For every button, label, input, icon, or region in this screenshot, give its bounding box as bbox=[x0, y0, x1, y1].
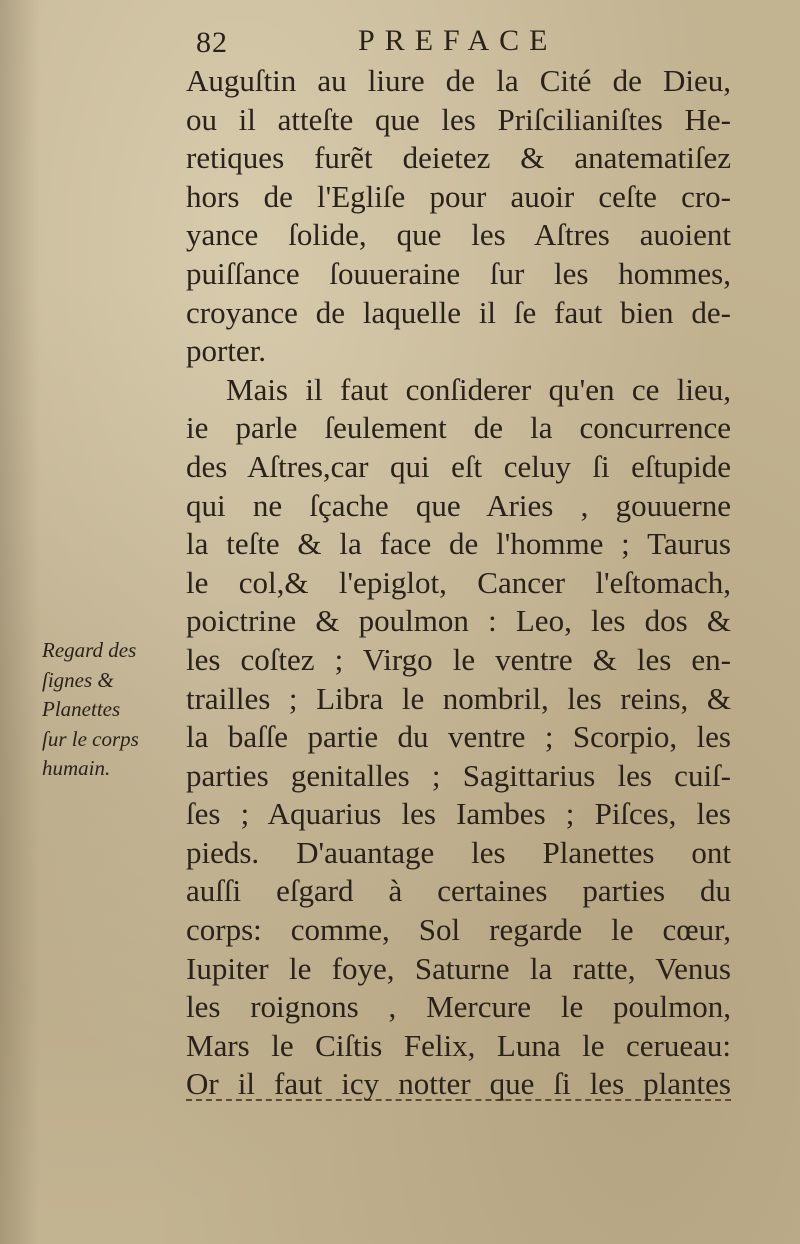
text-line: porter. bbox=[186, 333, 267, 369]
page-gutter-shadow bbox=[0, 0, 40, 1244]
text-line: pieds. D'auantage les Planettes ont bbox=[186, 834, 731, 870]
text-line: auſſi eſgard à certaines parties du bbox=[186, 873, 731, 909]
text-line: Mais il faut conſiderer qu'en ce lieu, bbox=[226, 371, 731, 407]
text-line: retiques furẽt deietez & anatematiſez bbox=[186, 140, 731, 176]
running-head bbox=[190, 22, 730, 62]
text-line: ou il atteſte que les Priſcilianiſtes He- bbox=[186, 101, 731, 137]
text-line: Mars le Ciſtis Felix, Luna le cerueau: bbox=[186, 1027, 731, 1063]
text-line: yance ſolide, que les Aſtres auoient bbox=[186, 217, 731, 253]
text-line: puiſſance ſouueraine ſur les hommes, bbox=[186, 255, 731, 291]
text-line: Auguſtin au liure de la Cité de Dieu, bbox=[186, 63, 731, 98]
marginal-note-line: Planettes bbox=[42, 697, 121, 722]
text-line: les coſtez ; Virgo le ventre & les en- bbox=[186, 641, 731, 677]
text-line: Iupiter le foye, Saturne la ratte, Venus bbox=[186, 950, 731, 986]
text-line: parties genitalles ; Sagittarius les cuiſ- bbox=[186, 757, 731, 793]
marginal-note-line: ſignes & bbox=[42, 667, 114, 692]
text-line: Or il faut icy notter que ſi les plantes bbox=[186, 1066, 731, 1102]
text-line: corps: comme, Sol regarde le cœur, bbox=[186, 912, 731, 948]
text-line: trailles ; Libra le nombril, les reins, & bbox=[186, 680, 731, 716]
marginal-note-line: Regard des bbox=[42, 638, 137, 662]
text-line: qui ne ſçache que Aries , gouuerne bbox=[186, 487, 731, 523]
text-line: croyance de laquelle il ſe faut bien de- bbox=[186, 294, 731, 330]
marginal-note-line: ſur le corps bbox=[42, 726, 139, 751]
text-line: la baſſe partie du ventre ; Scorpio, les bbox=[186, 719, 731, 755]
body-text bbox=[186, 62, 731, 1101]
page-number: 82 bbox=[196, 26, 228, 59]
text-line: des Aſtres,car qui eſt celuy ſi eſtupide bbox=[186, 448, 731, 484]
text-line: ſes ; Aquarius les Iambes ; Piſces, les bbox=[186, 796, 731, 832]
marginal-note bbox=[42, 636, 182, 784]
text-line: hors de l'Egliſe pour auoir ceſte cro- bbox=[186, 178, 731, 214]
text-line: la teſte & la face de l'homme ; Taurus bbox=[186, 526, 731, 562]
marginal-note-line: humain. bbox=[42, 756, 111, 781]
text-line: le col,& l'epiglot, Cancer l'eſtomach, bbox=[186, 564, 731, 600]
text-line: ie parle ſeulement de la concurrence bbox=[186, 410, 731, 446]
text-line: poictrine & poulmon : Leo, les dos & bbox=[186, 603, 731, 639]
text-line: les roignons , Mercure le poulmon, bbox=[186, 989, 731, 1025]
running-title: PREFACE bbox=[358, 24, 558, 57]
